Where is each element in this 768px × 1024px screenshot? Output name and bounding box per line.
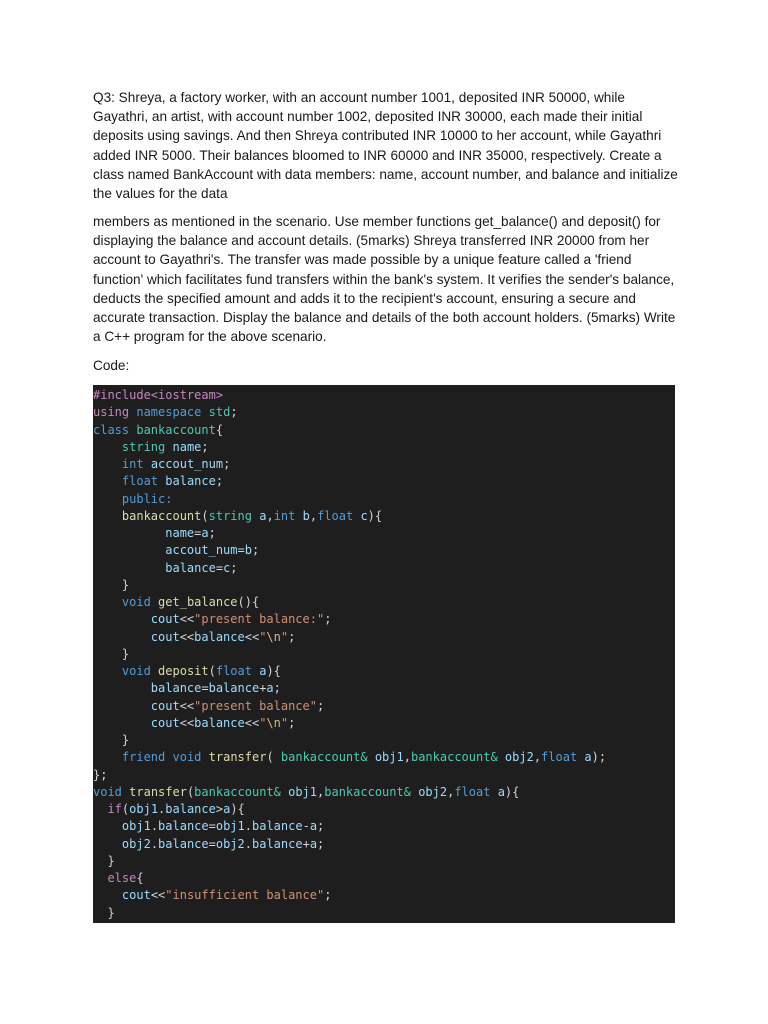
code-token: using	[93, 405, 130, 420]
code-token: ;	[251, 543, 260, 558]
code-token: obj2	[418, 784, 448, 799]
code-line	[93, 767, 675, 784]
code-token	[93, 871, 107, 885]
code-line	[93, 680, 675, 697]
code-line	[93, 732, 675, 749]
code-token: name	[165, 526, 195, 540]
code-token: "	[259, 715, 267, 730]
code-token	[93, 750, 122, 764]
code-token: else	[107, 871, 137, 885]
code-token: obj1	[374, 750, 404, 765]
code-token: a	[201, 526, 209, 540]
code-token: (	[201, 508, 209, 523]
code-token: ,	[266, 508, 274, 523]
code-token: \n	[266, 715, 281, 730]
code-line	[93, 422, 675, 439]
code-token: a	[309, 836, 318, 851]
code-token: ){	[266, 664, 281, 678]
code-token: cout	[150, 629, 180, 644]
code-token: ;	[215, 474, 224, 489]
code-token: float	[454, 784, 491, 799]
code-line	[93, 594, 675, 611]
code-token: ;	[201, 439, 209, 454]
code-line	[93, 560, 675, 577]
code-line	[93, 784, 675, 801]
code-token: balance	[194, 629, 245, 644]
code-line	[93, 387, 675, 404]
code-token	[144, 457, 151, 471]
code-token: void	[121, 664, 151, 678]
code-token: cout	[150, 698, 180, 713]
code-token: ;	[324, 888, 332, 903]
code-token: ,	[447, 784, 455, 799]
code-token: (	[208, 664, 216, 678]
code-token: (	[186, 784, 195, 799]
code-token: float	[317, 508, 354, 523]
code-token: .	[150, 819, 159, 834]
code-token: obj2	[121, 836, 151, 851]
code-token: transfer	[208, 750, 267, 765]
code-line	[93, 801, 675, 818]
code-token	[93, 440, 122, 454]
code-token: ;	[223, 457, 231, 471]
code-token: bankaccount	[121, 508, 202, 523]
code-token: ;	[324, 612, 332, 627]
code-token	[93, 802, 107, 816]
code-token: string	[208, 508, 252, 523]
code-token: {	[136, 871, 144, 885]
code-token: int	[121, 457, 144, 471]
code-token: }	[107, 905, 115, 920]
code-token: {	[215, 422, 224, 437]
code-token	[93, 837, 122, 851]
code-token: namespace	[136, 405, 202, 420]
code-token: balance	[208, 681, 260, 696]
code-token: =	[194, 526, 202, 540]
code-line	[93, 404, 675, 421]
code-token: ,	[403, 750, 411, 765]
code-token: ;	[230, 560, 238, 575]
code-token: accout_num	[165, 543, 238, 558]
code-token: obj1	[215, 819, 245, 834]
code-token: a	[309, 819, 318, 834]
code-token: ;	[288, 629, 296, 644]
question-paragraph-1: Q3: Shreya, a factory worker, with an account number 1001, deposited INR 50000, while Gayathri, an artist, with account number 1002, deposited INR 30000, each made their initial deposits using savings. And then Shreya contributed INR 10000 to her account, while Gayathri added INR 5000. Their balances bloomed to INR 60000 and INR 35000, respectively. Create a class named BankAccount with data members: name, account number, and balance and initialize the values for the data	[93, 90, 678, 202]
code-token: balance	[158, 836, 209, 851]
code-line	[93, 525, 675, 542]
code-token: a	[584, 750, 592, 765]
code-token	[93, 595, 122, 609]
code-line	[93, 577, 675, 594]
code-token: a	[266, 681, 274, 696]
code-token: balance	[252, 836, 303, 851]
code-token	[93, 819, 122, 833]
code-token	[93, 492, 122, 506]
code-token	[201, 750, 208, 764]
code-line	[93, 629, 675, 646]
code-token: cout	[150, 715, 180, 730]
code-token	[93, 647, 122, 661]
code-token: balance	[158, 819, 209, 834]
code-token: -	[302, 819, 310, 834]
code-token: balance	[150, 681, 202, 696]
code-token: +	[302, 836, 310, 851]
code-token: (){	[237, 595, 260, 609]
code-token: name	[172, 439, 202, 454]
code-token: obj1	[121, 819, 151, 834]
code-token: deposit	[158, 664, 209, 678]
code-token	[93, 733, 122, 747]
code-token: float	[541, 750, 578, 765]
code-token	[93, 716, 151, 730]
code-token: ){	[230, 802, 245, 816]
code-token: =	[237, 543, 245, 558]
code-token: a	[223, 802, 231, 816]
code-token: \n	[266, 629, 281, 644]
code-line	[93, 905, 675, 922]
code-token	[93, 543, 165, 557]
code-token: a	[259, 508, 267, 523]
code-token	[165, 440, 172, 454]
code-line	[93, 749, 675, 766]
code-token: ){	[367, 508, 383, 523]
code-token: balance	[165, 802, 216, 816]
code-token	[93, 888, 122, 902]
code-token: a	[259, 664, 267, 678]
code-token: ;	[288, 715, 296, 730]
code-token	[93, 630, 151, 644]
code-token: bankaccount&	[410, 750, 498, 765]
code-block	[93, 385, 675, 923]
code-token: .	[244, 819, 252, 834]
code-token	[93, 664, 122, 678]
code-token: <<	[179, 612, 195, 627]
code-token	[93, 681, 151, 695]
code-token: ;	[317, 819, 325, 834]
code-line	[93, 818, 675, 835]
code-token: c	[360, 508, 368, 523]
code-token: void	[93, 784, 122, 799]
code-token: "	[280, 629, 289, 644]
code-token: #include<iostream>	[93, 388, 224, 402]
code-line	[93, 646, 675, 663]
code-line	[93, 836, 675, 853]
code-token: =	[208, 819, 216, 834]
code-token: int	[273, 508, 296, 523]
code-token: ){	[504, 784, 520, 799]
code-token: balance	[252, 819, 303, 834]
code-token: "	[259, 629, 267, 644]
code-token: void	[172, 750, 202, 765]
code-token: obj2	[504, 750, 534, 765]
question-paragraph-2: members as mentioned in the scenario. Use member functions get_balance() and deposit() for displaying the balance and account details. (5marks) Shreya transferred INR 20000 from her account to Gayathri's. The transfer was made possible by a unique feature called a 'friend function' which facilitates fund transfers within the bank's system. It verifies the sender's balance, deducts the specified amount and adds it to the recipient's account, ensuring a secure and accurate transaction. Display the balance and details of the both account holders. (5marks) Write a C++ program for the above scenario.	[93, 214, 676, 345]
code-token: =	[215, 560, 224, 575]
code-token: public:	[121, 491, 173, 506]
code-line	[93, 508, 675, 525]
code-line	[93, 870, 675, 887]
code-token: (	[266, 750, 281, 765]
code-line	[93, 542, 675, 559]
code-token	[93, 699, 151, 713]
code-token: bankaccount&	[194, 784, 281, 799]
code-token: balance	[165, 560, 216, 575]
code-token	[201, 405, 208, 419]
code-token	[368, 750, 375, 764]
code-token: ;	[230, 405, 238, 420]
code-line	[93, 491, 675, 508]
code-token: ;	[316, 698, 325, 713]
code-token: "insufficient balance"	[165, 888, 325, 903]
code-token: "	[280, 715, 289, 730]
code-token: float	[121, 474, 159, 489]
code-token: obj2	[215, 836, 245, 851]
code-token	[93, 612, 151, 626]
code-token: a	[497, 784, 505, 799]
code-token: <<	[179, 715, 195, 730]
code-token: }	[121, 646, 130, 661]
code-line	[93, 663, 675, 680]
code-token: (	[121, 802, 130, 816]
code-token: bankaccount&	[280, 750, 368, 765]
code-token	[93, 906, 107, 920]
code-token: cout	[121, 888, 151, 903]
code-line	[93, 473, 675, 490]
code-token: ,	[309, 508, 318, 523]
code-token: <<	[150, 888, 166, 903]
code-token	[93, 578, 122, 592]
code-line	[93, 611, 675, 628]
code-token	[93, 509, 122, 523]
code-token: if	[107, 802, 122, 816]
code-line	[93, 887, 675, 904]
code-token: =	[208, 836, 216, 851]
code-token: class	[93, 422, 130, 437]
code-token: );	[591, 750, 607, 765]
code-token: bankaccount	[136, 422, 216, 437]
code-token: ;	[208, 526, 216, 540]
code-token: .	[150, 836, 159, 851]
code-token: float	[215, 664, 252, 678]
code-token: .	[244, 836, 252, 851]
code-line	[93, 715, 675, 732]
code-token: obj1	[129, 802, 159, 816]
code-token: friend	[121, 750, 166, 765]
code-token: transfer	[129, 784, 187, 799]
code-token: string	[121, 439, 166, 454]
code-token: >	[215, 802, 224, 816]
code-token	[295, 509, 302, 523]
code-line	[93, 853, 675, 870]
code-token: }	[107, 853, 115, 868]
code-token: ,	[533, 750, 542, 765]
code-token: ;	[317, 836, 325, 851]
code-line	[93, 439, 675, 456]
code-token	[93, 526, 165, 540]
code-token	[165, 750, 172, 764]
code-token: accout_num	[150, 457, 224, 471]
code-token: get_balance	[158, 595, 238, 609]
code-token: <<	[244, 629, 260, 644]
code-token: c	[223, 560, 231, 575]
code-token: b	[302, 508, 310, 523]
code-token	[93, 474, 122, 488]
code-token: balance	[165, 474, 216, 489]
code-token: }	[121, 733, 130, 747]
code-token: void	[121, 595, 151, 609]
code-token: "present balance:"	[194, 612, 325, 627]
code-token: b	[244, 543, 252, 558]
code-token: .	[158, 802, 166, 816]
code-lines	[93, 385, 675, 922]
code-line	[93, 456, 675, 473]
code-token: "present balance"	[194, 698, 317, 713]
code-token: obj1	[288, 784, 318, 799]
code-token	[151, 595, 158, 609]
code-token: std	[208, 405, 231, 420]
code-label: Code:	[93, 358, 130, 373]
code-token: +	[259, 681, 267, 696]
code-token: bankaccount&	[324, 784, 411, 799]
code-line	[93, 698, 675, 715]
code-token	[151, 664, 158, 678]
code-token: ,	[317, 784, 325, 799]
code-token: cout	[150, 612, 180, 627]
code-token: balance	[194, 715, 245, 730]
code-token: <<	[179, 698, 195, 713]
code-token: };	[93, 767, 108, 782]
code-token: =	[201, 681, 209, 696]
code-token: ;	[273, 681, 281, 696]
code-token	[93, 561, 165, 575]
code-token	[490, 785, 497, 799]
code-token: }	[121, 577, 130, 592]
code-token: <<	[244, 715, 260, 730]
code-token	[93, 854, 107, 868]
code-token: <<	[179, 629, 195, 644]
code-token	[498, 750, 505, 764]
code-token	[93, 457, 122, 471]
